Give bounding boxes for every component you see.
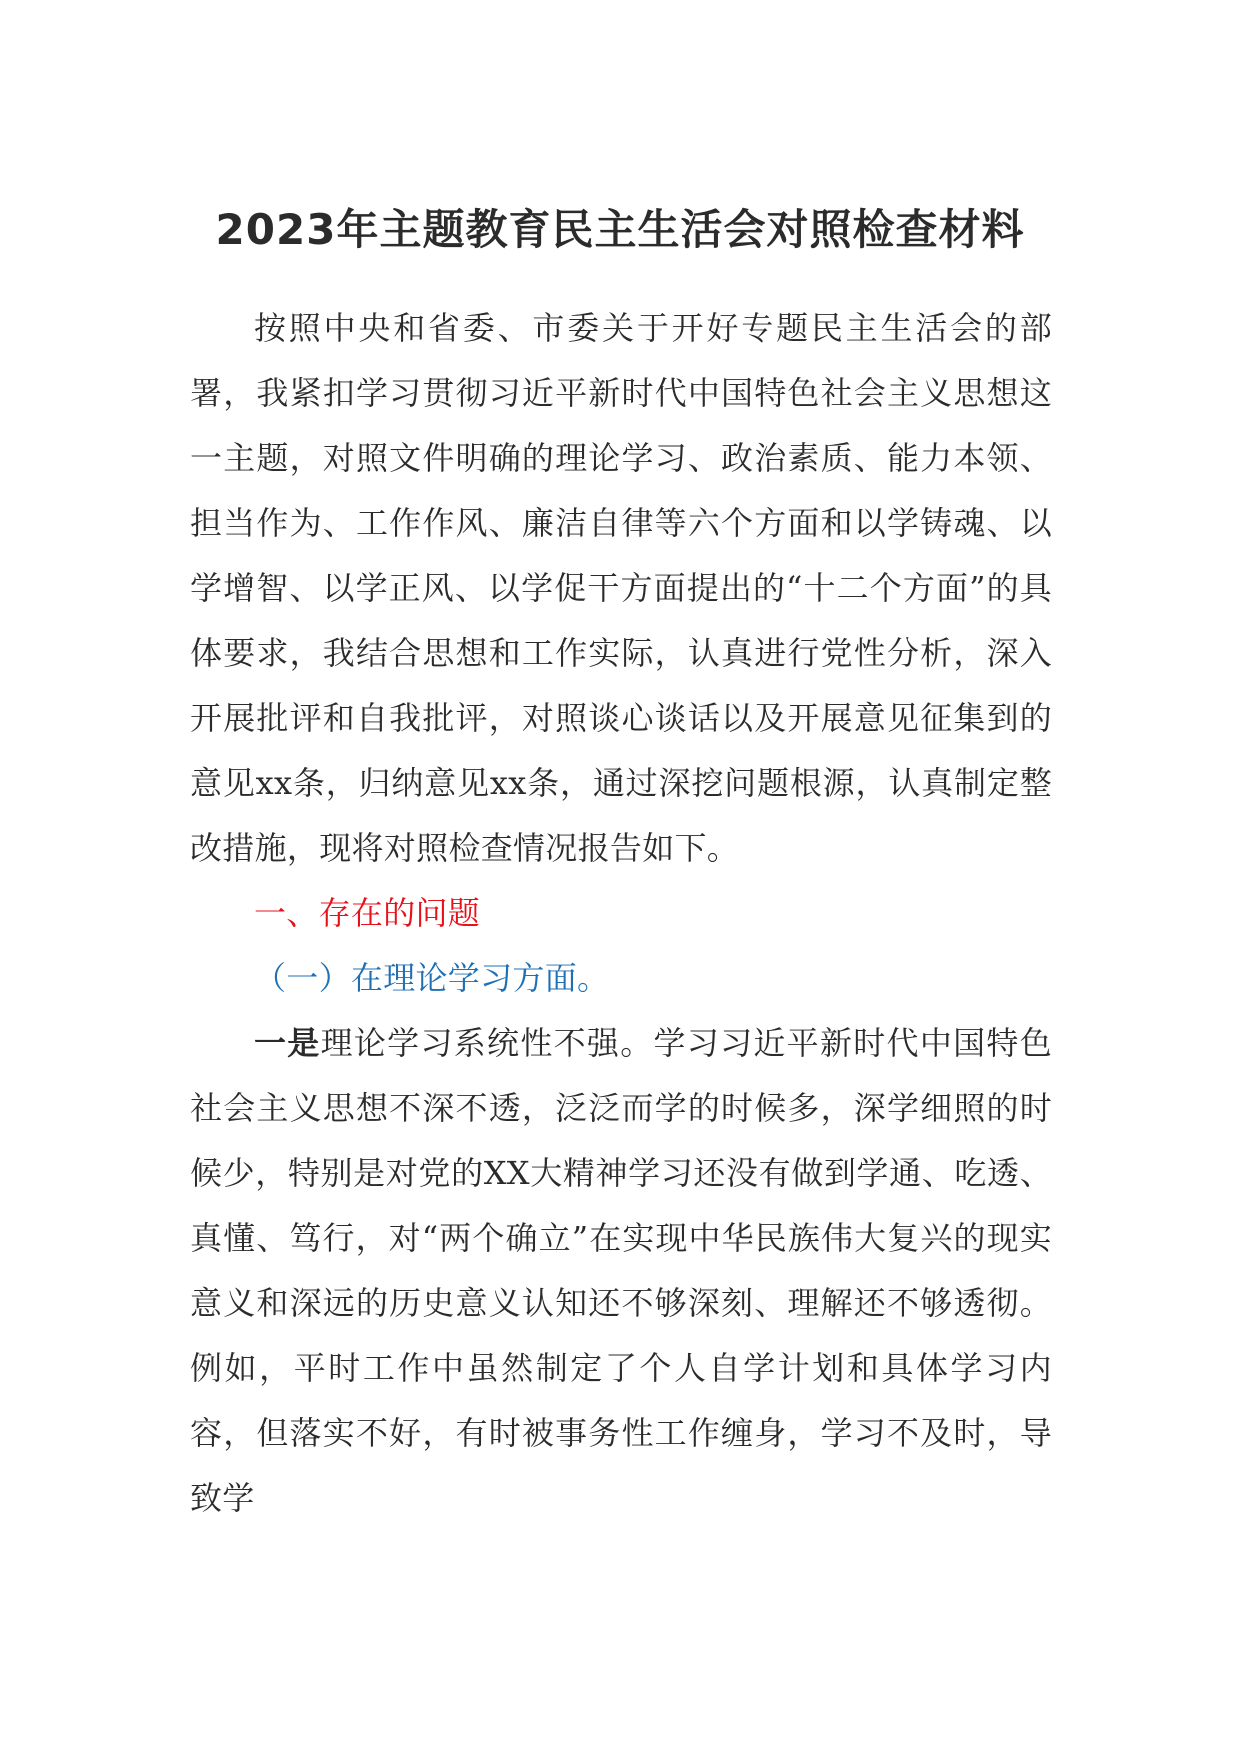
document-body [190, 296, 1052, 1531]
point-lead-label: 一是 [254, 1024, 321, 1062]
point-body-text: 理论学习系统性不强。学习习近平新时代中国特色社会主义思想不深不透，泛泛而学的时候多，深学细照的时候少，特别是对党的XX大精神学习还没有做到学通、吃透、真懂、笃行，对“两个确立”在实现中华民族伟大复兴的现实意义和深远的历史意义认知还不够深刻、理解还不够透彻。例如，平时工作中虽然制定了个人自学计划和具体学习内容，但落实不好，有时被事务性工作缠身，学习不及时，导致学 [190, 1024, 1052, 1517]
section-heading-problems: 一、存在的问题 [254, 894, 481, 932]
point-paragraph-1 [190, 1011, 1052, 1531]
document-title: 2023年主题教育民主生活会对照检查材料 [215, 205, 1025, 254]
subsection-heading-theory-study: （一）在理论学习方面。 [254, 959, 610, 997]
intro-paragraph: 按照中央和省委、市委关于开好专题民主生活会的部署，我紧扣学习贯彻习近平新时代中国特色社会主义思想这一主题，对照文件明确的理论学习、政治素质、能力本领、担当作为、工作作风、廉洁自律等六个方面和以学铸魂、以学增智、以学正风、以学促干方面提出的“十二个方面”的具体要求，我结合思想和工作实际，认真进行党性分析，深入开展批评和自我批评，对照谈心谈话以及开展意见征集到的意见xx条，归纳意见xx条，通过深挖问题根源，认真制定整改措施，现将对照检查情况报告如下。 [190, 309, 1052, 867]
